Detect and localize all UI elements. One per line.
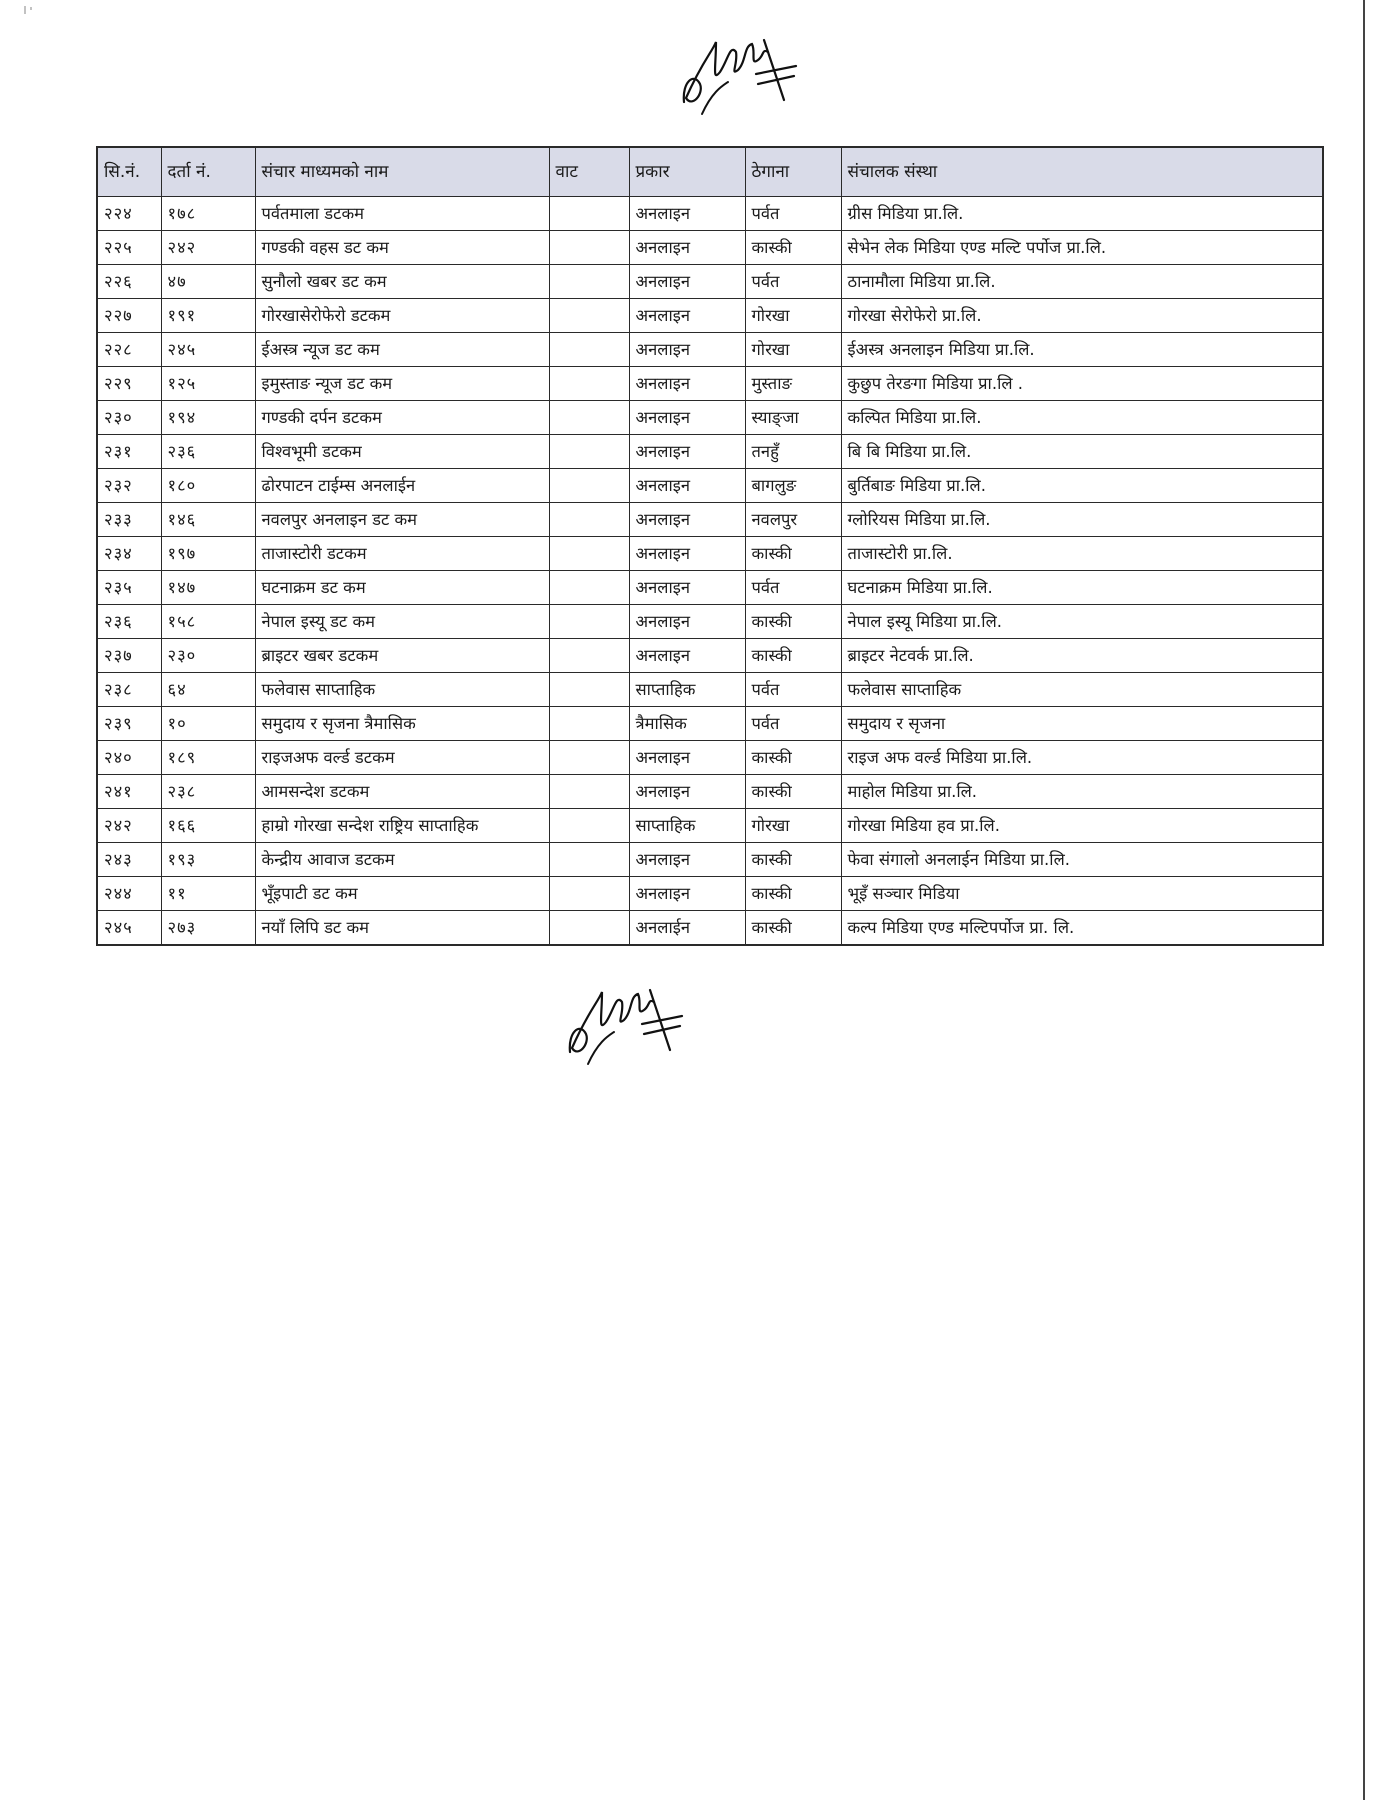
cell-media-name: पर्वतमाला डटकम: [255, 197, 549, 231]
cell-operator: फेवा संगालो अनलाईन मिडिया प्रा.लि.: [841, 843, 1323, 877]
cell-serial: २४४: [97, 877, 161, 911]
cell-operator: फलेवास साप्ताहिक: [841, 673, 1323, 707]
cell-wat: [549, 673, 629, 707]
table-row: [97, 775, 1323, 809]
cell-media-name: नवलपुर अनलाइन डट कम: [255, 503, 549, 537]
cell-serial: २३१: [97, 435, 161, 469]
cell-media-name: केन्द्रीय आवाज डटकम: [255, 843, 549, 877]
cell-wat: [549, 503, 629, 537]
cell-media-name: गण्डकी दर्पन डटकम: [255, 401, 549, 435]
table-row: [97, 911, 1323, 946]
table-row: [97, 401, 1323, 435]
cell-serial: २३६: [97, 605, 161, 639]
table-row: [97, 809, 1323, 843]
cell-address: कास्की: [745, 639, 841, 673]
cell-operator: भूइँ सञ्चार मिडिया: [841, 877, 1323, 911]
cell-registration: २३८: [161, 775, 255, 809]
header-registration: दर्ता नं.: [161, 147, 255, 197]
cell-address: कास्की: [745, 231, 841, 265]
cell-serial: २२५: [97, 231, 161, 265]
cell-type: अनलाइन: [629, 401, 745, 435]
cell-type: अनलाइन: [629, 571, 745, 605]
cell-operator: राइज अफ वर्ल्ड मिडिया प्रा.लि.: [841, 741, 1323, 775]
cell-address: पर्वत: [745, 265, 841, 299]
cell-registration: १५८: [161, 605, 255, 639]
cell-registration: १६६: [161, 809, 255, 843]
table-row: [97, 741, 1323, 775]
cell-serial: २३२: [97, 469, 161, 503]
cell-operator: ब्राइटर नेटवर्क प्रा.लि.: [841, 639, 1323, 673]
cell-wat: [549, 197, 629, 231]
corner-mark: [22, 4, 36, 18]
cell-wat: [549, 571, 629, 605]
cell-operator: नेपाल इस्यू मिडिया प्रा.लि.: [841, 605, 1323, 639]
cell-registration: ११: [161, 877, 255, 911]
cell-operator: बुर्तिबाङ मिडिया प्रा.लि.: [841, 469, 1323, 503]
cell-type: अनलाईन: [629, 911, 745, 946]
cell-media-name: नयाँ लिपि डट कम: [255, 911, 549, 946]
table-row: [97, 333, 1323, 367]
cell-type: अनलाइन: [629, 843, 745, 877]
cell-wat: [549, 775, 629, 809]
cell-operator: घटनाक्रम मिडिया प्रा.लि.: [841, 571, 1323, 605]
cell-operator: माहोल मिडिया प्रा.लि.: [841, 775, 1323, 809]
cell-media-name: विश्वभूमी डटकम: [255, 435, 549, 469]
cell-operator: कल्प मिडिया एण्ड मल्टिपर्पोज प्रा. लि.: [841, 911, 1323, 946]
cell-address: कास्की: [745, 775, 841, 809]
table-row: [97, 299, 1323, 333]
cell-wat: [549, 367, 629, 401]
table-row: [97, 367, 1323, 401]
table-row: [97, 435, 1323, 469]
cell-address: कास्की: [745, 911, 841, 946]
cell-registration: १७८: [161, 197, 255, 231]
table-row: [97, 537, 1323, 571]
cell-wat: [549, 231, 629, 265]
cell-registration: १४७: [161, 571, 255, 605]
cell-address: पर्वत: [745, 197, 841, 231]
cell-media-name: गण्डकी वहस डट कम: [255, 231, 549, 265]
cell-registration: १८०: [161, 469, 255, 503]
cell-media-name: समुदाय र सृजना त्रैमासिक: [255, 707, 549, 741]
table-row: [97, 231, 1323, 265]
cell-type: अनलाइन: [629, 435, 745, 469]
cell-serial: २२९: [97, 367, 161, 401]
cell-wat: [549, 537, 629, 571]
cell-address: कास्की: [745, 877, 841, 911]
table-row: [97, 605, 1323, 639]
cell-serial: २३०: [97, 401, 161, 435]
cell-media-name: ब्राइटर खबर डटकम: [255, 639, 549, 673]
table-header-row: [97, 147, 1323, 197]
cell-type: अनलाइन: [629, 605, 745, 639]
cell-serial: २३९: [97, 707, 161, 741]
cell-serial: २४०: [97, 741, 161, 775]
cell-operator: बि बि मिडिया प्रा.लि.: [841, 435, 1323, 469]
media-register-table: [96, 146, 1324, 946]
cell-type: अनलाइन: [629, 877, 745, 911]
cell-operator: सेभेन लेक मिडिया एण्ड मल्टि पर्पोज प्रा.लि.: [841, 231, 1323, 265]
cell-address: गोरखा: [745, 299, 841, 333]
cell-registration: २७३: [161, 911, 255, 946]
cell-wat: [549, 639, 629, 673]
cell-address: पर्वत: [745, 673, 841, 707]
cell-serial: २४५: [97, 911, 161, 946]
table-row: [97, 639, 1323, 673]
cell-address: नवलपुर: [745, 503, 841, 537]
cell-serial: २४१: [97, 775, 161, 809]
cell-serial: २३५: [97, 571, 161, 605]
cell-address: बागलुङ: [745, 469, 841, 503]
cell-serial: २३८: [97, 673, 161, 707]
cell-serial: २३७: [97, 639, 161, 673]
cell-media-name: ईअस्त्र न्यूज डट कम: [255, 333, 549, 367]
cell-type: अनलाइन: [629, 537, 745, 571]
cell-operator: कुछुप तेरङगा मिडिया प्रा.लि .: [841, 367, 1323, 401]
cell-operator: समुदाय र सृजना: [841, 707, 1323, 741]
cell-address: गोरखा: [745, 809, 841, 843]
cell-media-name: नेपाल इस्यू डट कम: [255, 605, 549, 639]
cell-media-name: भूँइपाटी डट कम: [255, 877, 549, 911]
cell-media-name: राइजअफ वर्ल्ड डटकम: [255, 741, 549, 775]
table-row: [97, 707, 1323, 741]
cell-wat: [549, 265, 629, 299]
cell-serial: २४२: [97, 809, 161, 843]
cell-wat: [549, 333, 629, 367]
cell-media-name: ताजास्टोरी डटकम: [255, 537, 549, 571]
cell-address: कास्की: [745, 605, 841, 639]
cell-registration: २४२: [161, 231, 255, 265]
cell-registration: १२५: [161, 367, 255, 401]
table-row: [97, 877, 1323, 911]
cell-wat: [549, 877, 629, 911]
cell-type: त्रैमासिक: [629, 707, 745, 741]
cell-address: तनहुँ: [745, 435, 841, 469]
cell-registration: ४७: [161, 265, 255, 299]
cell-address: स्याङ्जा: [745, 401, 841, 435]
cell-media-name: आमसन्देश डटकम: [255, 775, 549, 809]
cell-type: अनलाइन: [629, 503, 745, 537]
cell-type: अनलाइन: [629, 231, 745, 265]
cell-serial: २२८: [97, 333, 161, 367]
cell-serial: २४३: [97, 843, 161, 877]
cell-operator: गोरखा सेरोफेरो प्रा.लि.: [841, 299, 1323, 333]
cell-registration: १०: [161, 707, 255, 741]
cell-media-name: फलेवास साप्ताहिक: [255, 673, 549, 707]
cell-registration: १९७: [161, 537, 255, 571]
cell-operator: कल्पित मिडिया प्रा.लि.: [841, 401, 1323, 435]
cell-type: साप्ताहिक: [629, 809, 745, 843]
table-row: [97, 197, 1323, 231]
cell-wat: [549, 299, 629, 333]
cell-wat: [549, 809, 629, 843]
cell-serial: २२६: [97, 265, 161, 299]
cell-media-name: घटनाक्रम डट कम: [255, 571, 549, 605]
table-row: [97, 843, 1323, 877]
cell-operator: ग्लोरियस मिडिया प्रा.लि.: [841, 503, 1323, 537]
cell-media-name: इमुस्ताङ न्यूज डट कम: [255, 367, 549, 401]
cell-operator: गोरखा मिडिया हव प्रा.लि.: [841, 809, 1323, 843]
header-media-name: संचार माध्यमको नाम: [255, 147, 549, 197]
cell-registration: १९३: [161, 843, 255, 877]
page-edge: [1363, 0, 1391, 1800]
cell-type: अनलाइन: [629, 197, 745, 231]
header-operator: संचालक संस्था: [841, 147, 1323, 197]
cell-registration: २३६: [161, 435, 255, 469]
cell-address: मुस्ताङ: [745, 367, 841, 401]
cell-address: कास्की: [745, 843, 841, 877]
header-wat: वाट: [549, 147, 629, 197]
cell-wat: [549, 707, 629, 741]
cell-address: कास्की: [745, 741, 841, 775]
table-row: [97, 265, 1323, 299]
table-row: [97, 503, 1323, 537]
cell-media-name: सुनौलो खबर डट कम: [255, 265, 549, 299]
cell-registration: १९४: [161, 401, 255, 435]
cell-address: कास्की: [745, 537, 841, 571]
cell-wat: [549, 435, 629, 469]
cell-serial: २३३: [97, 503, 161, 537]
cell-type: साप्ताहिक: [629, 673, 745, 707]
cell-registration: १८९: [161, 741, 255, 775]
cell-registration: २४५: [161, 333, 255, 367]
cell-type: अनलाइन: [629, 367, 745, 401]
cell-serial: २२४: [97, 197, 161, 231]
cell-registration: १९१: [161, 299, 255, 333]
header-serial: सि.नं.: [97, 147, 161, 197]
cell-media-name: गोरखासेरोफेरो डटकम: [255, 299, 549, 333]
cell-wat: [549, 401, 629, 435]
cell-operator: ईअस्त्र अनलाइन मिडिया प्रा.लि.: [841, 333, 1323, 367]
cell-type: अनलाइन: [629, 469, 745, 503]
cell-serial: २३४: [97, 537, 161, 571]
signature-bottom: [558, 972, 688, 1072]
cell-address: पर्वत: [745, 707, 841, 741]
cell-type: अनलाइन: [629, 775, 745, 809]
cell-type: अनलाइन: [629, 639, 745, 673]
header-address: ठेगाना: [745, 147, 841, 197]
cell-media-name: हाम्रो गोरखा सन्देश राष्ट्रिय साप्ताहिक: [255, 809, 549, 843]
cell-serial: २२७: [97, 299, 161, 333]
cell-operator: ताजास्टोरी प्रा.लि.: [841, 537, 1323, 571]
table-row: [97, 673, 1323, 707]
cell-wat: [549, 469, 629, 503]
cell-wat: [549, 843, 629, 877]
cell-address: पर्वत: [745, 571, 841, 605]
cell-type: अनलाइन: [629, 265, 745, 299]
cell-wat: [549, 741, 629, 775]
signature-top: [672, 22, 802, 122]
cell-wat: [549, 911, 629, 946]
table-row: [97, 469, 1323, 503]
cell-type: अनलाइन: [629, 741, 745, 775]
cell-media-name: ढोरपाटन टाईम्स अनलाईन: [255, 469, 549, 503]
cell-type: अनलाइन: [629, 333, 745, 367]
header-type: प्रकार: [629, 147, 745, 197]
cell-operator: ग्रीस मिडिया प्रा.लि.: [841, 197, 1323, 231]
cell-operator: ठानामौला मिडिया प्रा.लि.: [841, 265, 1323, 299]
cell-wat: [549, 605, 629, 639]
cell-type: अनलाइन: [629, 299, 745, 333]
cell-registration: ६४: [161, 673, 255, 707]
cell-address: गोरखा: [745, 333, 841, 367]
table-row: [97, 571, 1323, 605]
cell-registration: १४६: [161, 503, 255, 537]
cell-registration: २३०: [161, 639, 255, 673]
